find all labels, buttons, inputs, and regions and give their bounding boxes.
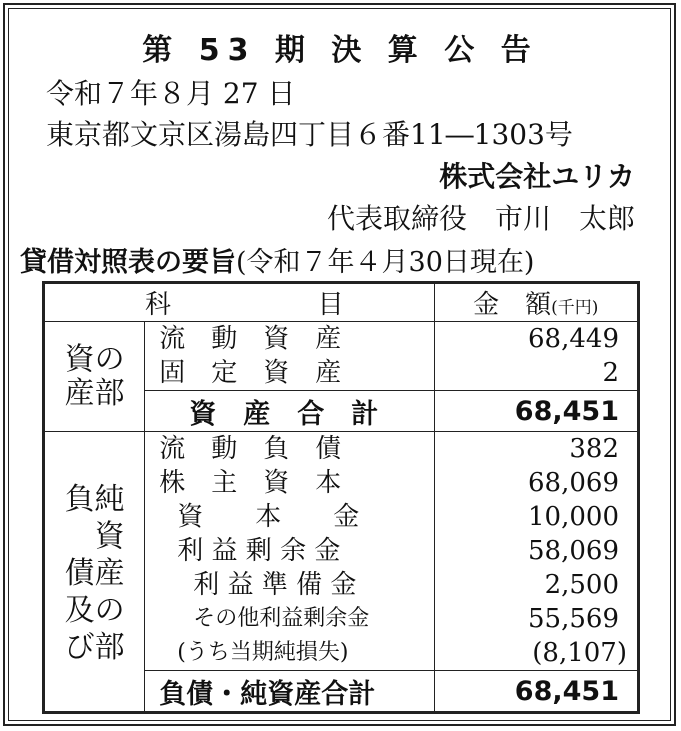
assets-section-line2: 産部 xyxy=(64,375,125,411)
balance-sheet-table xyxy=(42,281,640,714)
header-amount xyxy=(434,283,638,322)
liabilities-section-line5: び部 xyxy=(64,630,125,665)
liabilities-section-line1: 負純 xyxy=(64,482,125,517)
assets-values xyxy=(434,322,638,391)
header-amount-unit: (千円) xyxy=(551,298,599,318)
liability-item-label: (うち当期純損失) xyxy=(177,640,349,665)
liabilities-section-line2: 資 xyxy=(64,519,125,554)
liabilities-rows xyxy=(44,432,639,671)
liabilities-section-line3: 債産 xyxy=(64,556,125,591)
liabilities-items xyxy=(145,432,434,671)
liability-item-label: 流 動 負 債 xyxy=(159,434,342,464)
liability-item-label: その他利益剰余金 xyxy=(193,606,370,631)
notice-date: 令和７年８月 27 日 xyxy=(46,77,296,110)
liability-item-label: 利 益 剰 余 金 xyxy=(177,536,341,566)
liability-item-value: (8,107) xyxy=(532,638,627,668)
header-account-left: 科 xyxy=(145,290,172,320)
table-header-row xyxy=(44,283,639,322)
liability-item-value: 58,069 xyxy=(528,536,619,566)
assets-total-value: 68,451 xyxy=(434,391,638,432)
liabilities-section-label xyxy=(44,432,145,713)
asset-item-value: 68,449 xyxy=(528,324,619,354)
liability-item-label: 利 益 準 備 金 xyxy=(193,570,357,600)
liabilities-section-line4: 及の xyxy=(64,593,125,628)
assets-total-label: 資 産 合 計 xyxy=(145,391,434,432)
liabilities-total-label: 負債・純資産合計 xyxy=(145,671,434,713)
assets-section-label xyxy=(44,322,145,432)
balance-sheet-heading-period: (令和７年４月30日現在) xyxy=(236,247,535,278)
notice-title: 第 53 期 決 算 公 告 xyxy=(142,33,539,68)
liability-item-label: 株 主 資 本 xyxy=(159,468,342,498)
assets-rows xyxy=(44,322,639,391)
assets-section-line1: 資の xyxy=(64,341,125,377)
liability-item-value: 68,069 xyxy=(528,468,619,498)
asset-item-value: 2 xyxy=(602,358,619,388)
company-name: 株式会社ユリカ xyxy=(439,160,635,193)
liabilities-total-value: 68,451 xyxy=(434,671,638,713)
header-account xyxy=(44,283,435,322)
representative: 代表取締役 市川 太郎 xyxy=(326,202,635,235)
asset-item-label: 流 動 資 産 xyxy=(159,324,342,354)
header-amount-label: 金 額 xyxy=(473,290,552,320)
liability-item-value: 55,569 xyxy=(528,604,619,634)
company-address: 東京都文京区湯島四丁目６番11―1303号 xyxy=(46,118,573,151)
liability-item-value: 2,500 xyxy=(544,570,619,600)
balance-sheet-heading xyxy=(20,240,534,279)
liability-item-value: 382 xyxy=(569,434,619,464)
liability-item-label: 資 本 金 xyxy=(177,502,360,532)
liabilities-values xyxy=(434,432,638,671)
balance-sheet-heading-title: 貸借対照表の要旨 xyxy=(20,247,236,278)
assets-items xyxy=(145,322,434,391)
liability-item-value: 10,000 xyxy=(528,502,619,532)
header-account-right: 目 xyxy=(317,290,344,320)
asset-item-label: 固 定 資 産 xyxy=(159,358,342,388)
